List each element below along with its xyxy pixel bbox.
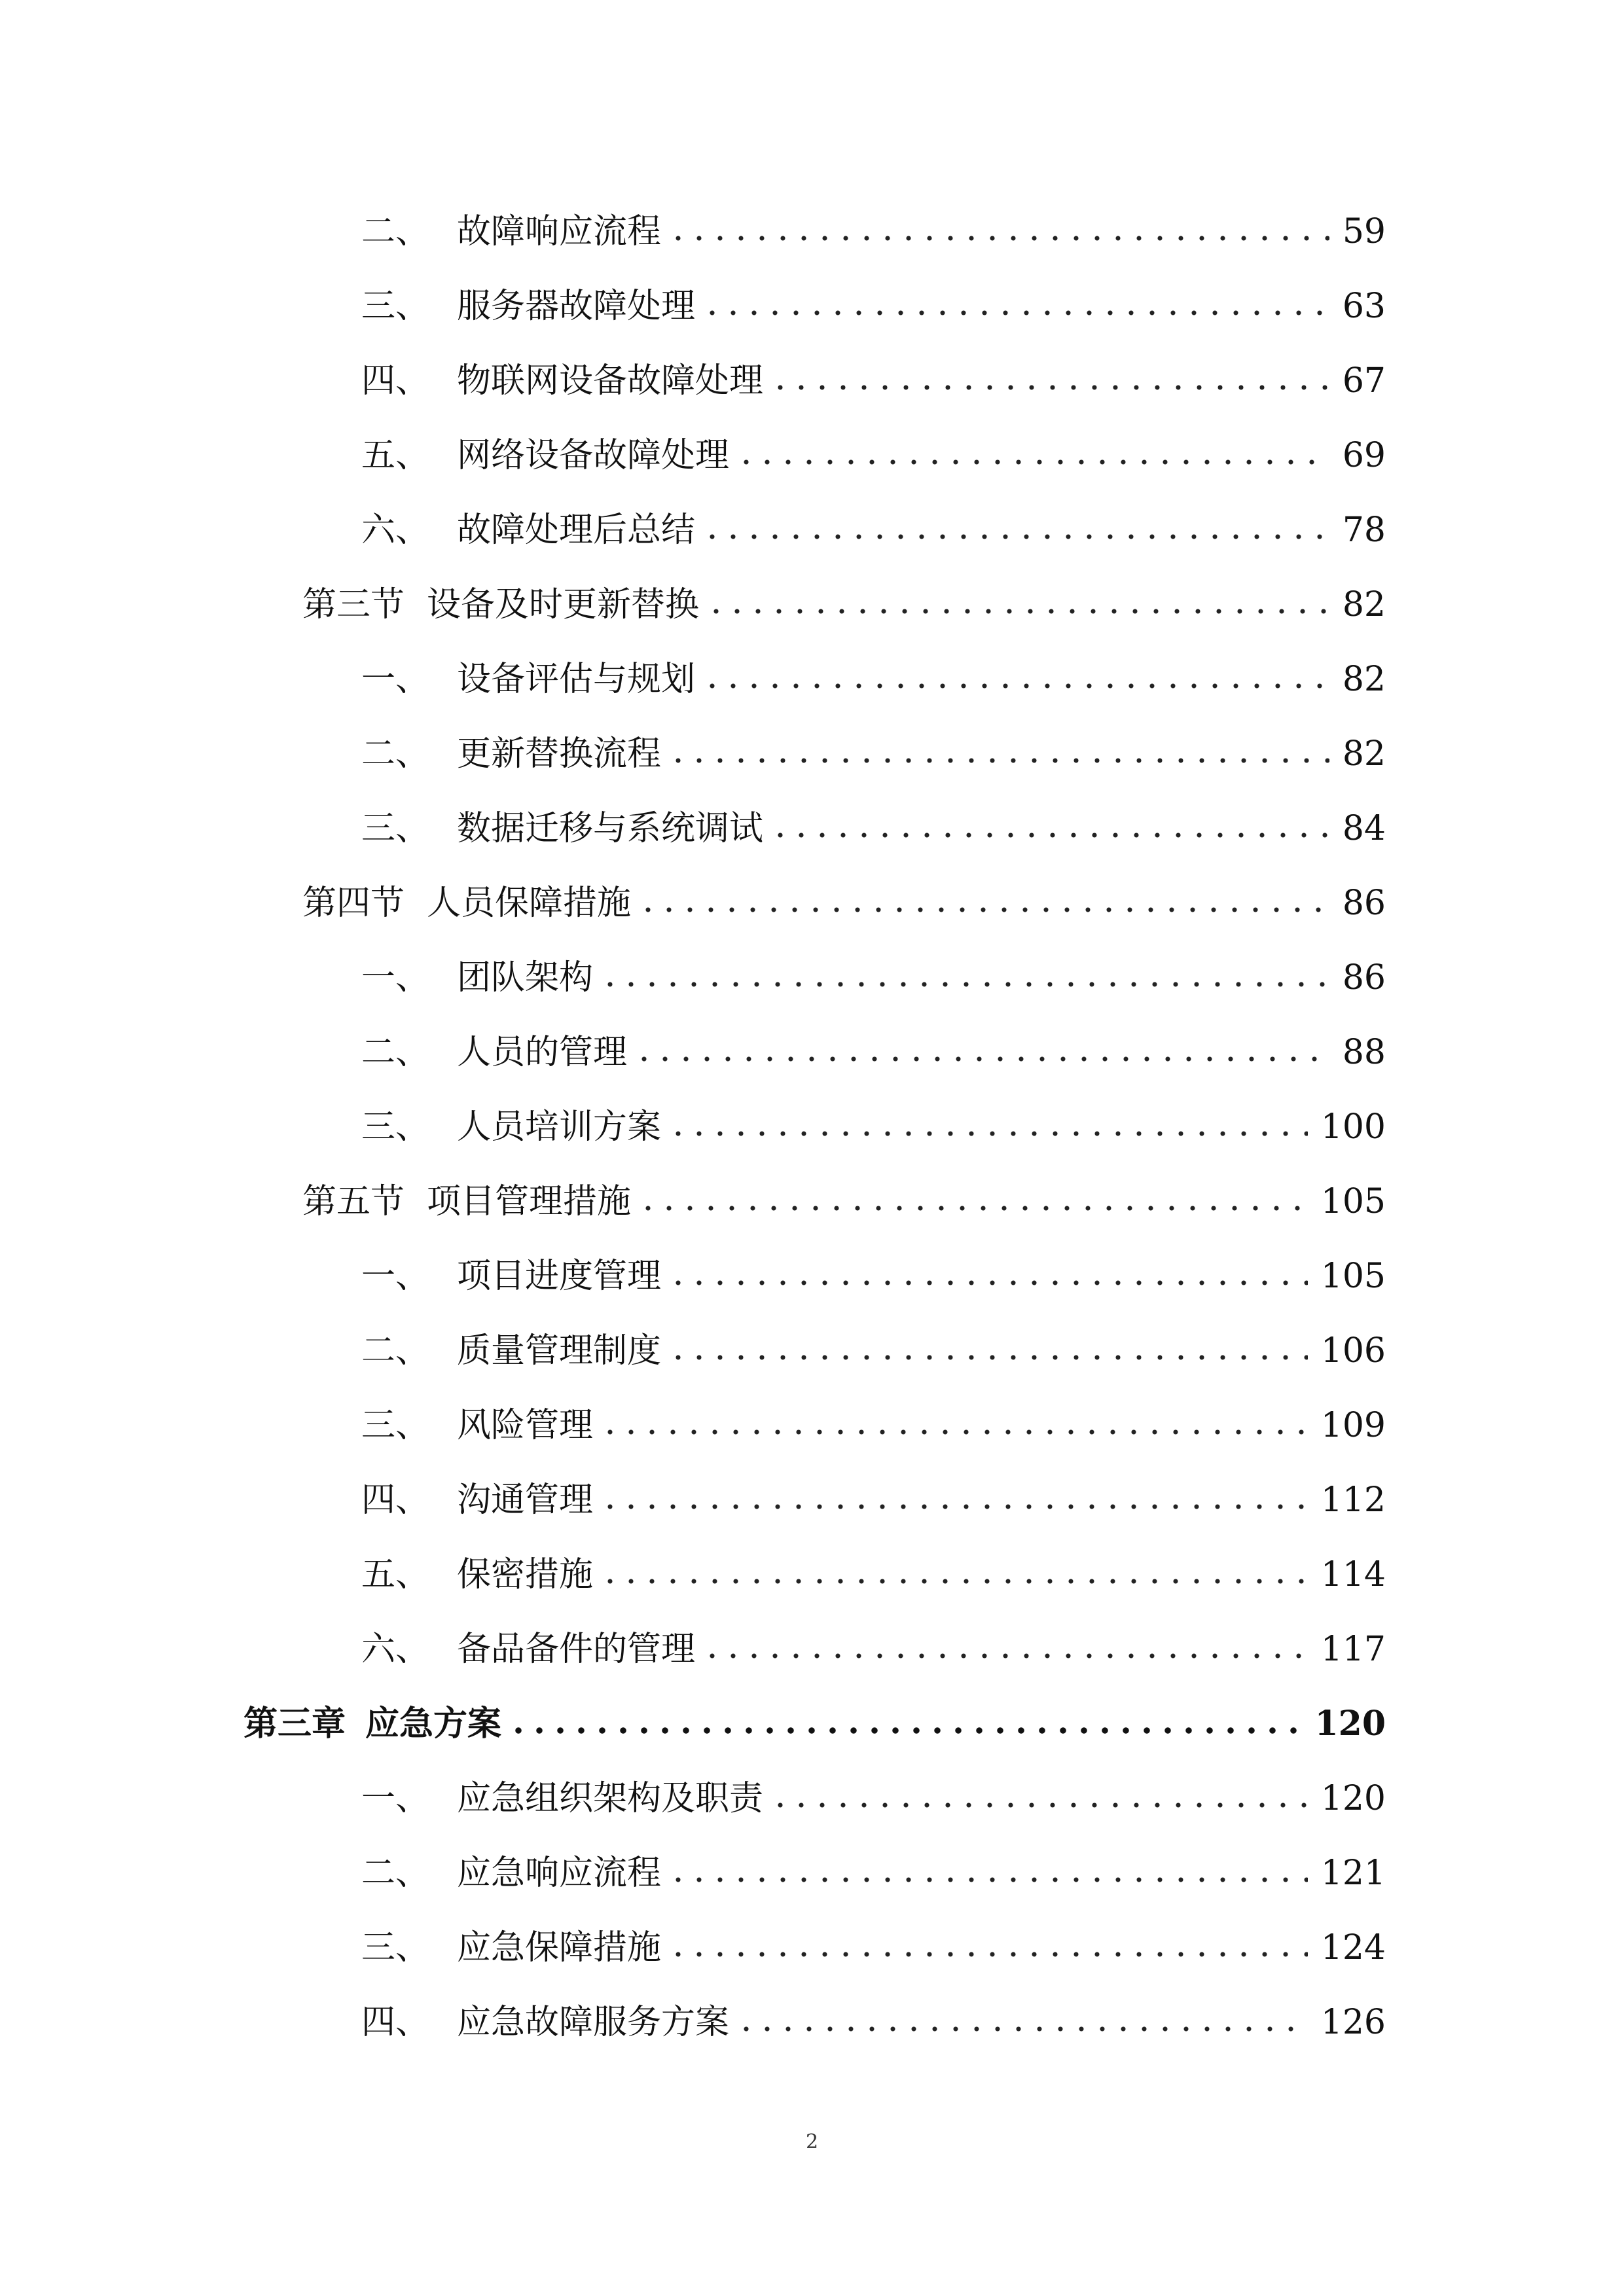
toc-entry-page: 82: [1342, 734, 1386, 774]
toc-entry-page: 109: [1320, 1406, 1386, 1445]
toc-entry-title: 更新替换流程: [457, 734, 662, 774]
toc-entry-item[interactable]: [361, 264, 1386, 326]
toc-entry-number: 第四节: [302, 884, 405, 923]
dot-leader: [770, 829, 1329, 842]
dot-leader: [736, 456, 1329, 469]
toc-entry-item[interactable]: [361, 1234, 1386, 1296]
dot-leader: [600, 978, 1329, 991]
dot-leader: [600, 1500, 1308, 1513]
toc-entry-title: 应急故障服务方案: [457, 2003, 730, 2042]
toc-entry-section[interactable]: [302, 563, 1386, 622]
toc-entry-title: 设备及时更新替换: [427, 585, 700, 624]
toc-entry-page: 105: [1320, 1257, 1386, 1296]
toc-entry-title: 应急组织架构及职责: [457, 1779, 764, 1818]
dot-leader: [702, 679, 1329, 692]
toc-entry-section[interactable]: [302, 1160, 1386, 1219]
toc-entry-item[interactable]: [361, 787, 1386, 846]
toc-entry-item[interactable]: [361, 1831, 1386, 1893]
toc-entry-number: 四、: [361, 361, 430, 401]
dot-leader: [668, 754, 1329, 767]
toc-entry-number: 二、: [361, 734, 430, 774]
toc-entry-title: 备品备件的管理: [457, 1630, 696, 1669]
toc-entry-number: 六、: [361, 1630, 430, 1669]
dot-leader: [508, 1724, 1301, 1737]
dot-leader: [702, 1649, 1308, 1662]
toc-entry-chapter[interactable]: [244, 1682, 1386, 1744]
dot-leader: [638, 1202, 1308, 1215]
toc-entry-number: 三、: [361, 1928, 430, 1967]
toc-entry-title: 应急方案: [365, 1704, 502, 1744]
toc-entry-title: 沟通管理: [457, 1480, 594, 1520]
toc-entry-title: 应急响应流程: [457, 1854, 662, 1893]
dot-leader: [668, 1351, 1308, 1364]
toc-entry-number: 三、: [361, 1406, 430, 1445]
toc-entry-item[interactable]: [361, 488, 1386, 550]
toc-entry-page: 69: [1342, 436, 1386, 475]
toc-entry-page: 88: [1342, 1033, 1386, 1072]
toc-entry-number: 六、: [361, 511, 430, 550]
toc-entry-title: 故障响应流程: [457, 212, 662, 251]
toc-entry-section[interactable]: [302, 861, 1386, 923]
toc-entry-page: 100: [1320, 1107, 1386, 1147]
toc-entry-page: 124: [1320, 1928, 1386, 1967]
toc-entry-item[interactable]: [361, 1981, 1386, 2042]
dot-leader: [638, 903, 1329, 916]
toc-entry-item[interactable]: [361, 1085, 1386, 1147]
toc-entry-number: 二、: [361, 1854, 430, 1893]
toc-entry-page: 105: [1320, 1182, 1386, 1221]
toc-entry-number: 一、: [361, 958, 430, 997]
toc-entry-page: 114: [1320, 1555, 1386, 1594]
dot-leader: [702, 530, 1329, 543]
toc-entry-page: 126: [1320, 2003, 1386, 2042]
toc-entry-title: 物联网设备故障处理: [457, 361, 764, 401]
toc-entry-page: 117: [1320, 1630, 1386, 1669]
toc-entry-page: 78: [1342, 511, 1386, 550]
toc-entry-page: 63: [1342, 287, 1386, 326]
toc-entry-title: 人员保障措施: [427, 884, 632, 923]
toc-entry-page: 82: [1342, 585, 1386, 624]
toc-entry-item[interactable]: [361, 1458, 1386, 1520]
dot-leader: [702, 306, 1329, 319]
toc-entry-number: 第三章: [244, 1704, 346, 1744]
toc-entry-page: 121: [1320, 1854, 1386, 1893]
toc-entry-number: 五、: [361, 436, 430, 475]
toc-entry-number: 一、: [361, 660, 430, 699]
toc-entry-item[interactable]: [361, 1757, 1386, 1816]
dot-leader: [706, 605, 1329, 618]
dot-leader: [668, 1127, 1308, 1140]
toc-entry-title: 保密措施: [457, 1555, 594, 1594]
toc-entry-number: 一、: [361, 1257, 430, 1296]
toc-entry-item[interactable]: [361, 712, 1386, 774]
toc-entry-number: 三、: [361, 809, 430, 848]
dot-leader: [668, 1276, 1308, 1289]
toc-entry-number: 五、: [361, 1555, 430, 1594]
toc-entry-number: 四、: [361, 2003, 430, 2042]
toc-entry-page: 84: [1342, 809, 1386, 848]
toc-entry-title: 质量管理制度: [457, 1331, 662, 1371]
toc-entry-title: 风险管理: [457, 1406, 594, 1445]
toc-entry-number: 三、: [361, 1107, 430, 1147]
toc-entry-number: 三、: [361, 287, 430, 326]
toc-entry-title: 网络设备故障处理: [457, 436, 730, 475]
toc-entry-title: 人员的管理: [457, 1033, 628, 1072]
toc-entry-title: 人员培训方案: [457, 1107, 662, 1147]
dot-leader: [668, 232, 1329, 245]
toc-entry-page: 86: [1342, 884, 1386, 923]
toc-entry-item[interactable]: [361, 1384, 1386, 1443]
toc-entry-title: 服务器故障处理: [457, 287, 696, 326]
dot-leader: [668, 1948, 1308, 1961]
toc-entry-item[interactable]: [361, 936, 1386, 995]
dot-leader: [600, 1575, 1308, 1588]
toc-entry-title: 团队架构: [457, 958, 594, 997]
toc-entry-page: 112: [1320, 1480, 1386, 1520]
dot-leader: [736, 2022, 1308, 2036]
toc-entry-page: 86: [1342, 958, 1386, 997]
toc-entry-title: 项目管理措施: [427, 1182, 632, 1221]
toc-entry-page: 120: [1320, 1779, 1386, 1818]
toc-entry-item[interactable]: [361, 414, 1386, 473]
toc-entry-item[interactable]: [361, 1533, 1386, 1592]
toc-entry-number: 二、: [361, 1033, 430, 1072]
toc-entry-title: 数据迁移与系统调试: [457, 809, 764, 848]
toc-entry-page: 59: [1342, 212, 1386, 251]
dot-leader: [770, 381, 1329, 394]
toc-entry-title: 设备评估与规划: [457, 660, 696, 699]
toc-entry-page: 82: [1342, 660, 1386, 699]
toc-entry-number: 二、: [361, 1331, 430, 1371]
dot-leader: [770, 1799, 1308, 1812]
toc-entry-number: 一、: [361, 1779, 430, 1818]
dot-leader: [600, 1426, 1308, 1439]
dot-leader: [668, 1873, 1308, 1886]
toc-entry-item[interactable]: [361, 190, 1386, 249]
footer-page-number: 2: [805, 2130, 819, 2153]
toc-entry-page: 106: [1320, 1331, 1386, 1371]
toc-entry-title: 项目进度管理: [457, 1257, 662, 1296]
toc-entry-title: 应急保障措施: [457, 1928, 662, 1967]
toc-entry-item[interactable]: [361, 1309, 1386, 1371]
toc-entry-number: 第三节: [302, 585, 405, 624]
toc-entry-page: 120: [1314, 1704, 1386, 1744]
dot-leader: [634, 1052, 1329, 1066]
toc-entry-number: 二、: [361, 212, 430, 251]
toc-entry-item[interactable]: [361, 1906, 1386, 1965]
toc-entry-title: 故障处理后总结: [457, 511, 696, 550]
toc-entry-number: 四、: [361, 1480, 430, 1520]
toc-entry-number: 第五节: [302, 1182, 405, 1221]
toc-entry-item[interactable]: [361, 637, 1386, 699]
toc-entry-item[interactable]: [361, 339, 1386, 401]
toc-entry-item[interactable]: [361, 1011, 1386, 1072]
toc-entry-page: 67: [1342, 361, 1386, 401]
toc-entry-item[interactable]: [361, 1607, 1386, 1669]
